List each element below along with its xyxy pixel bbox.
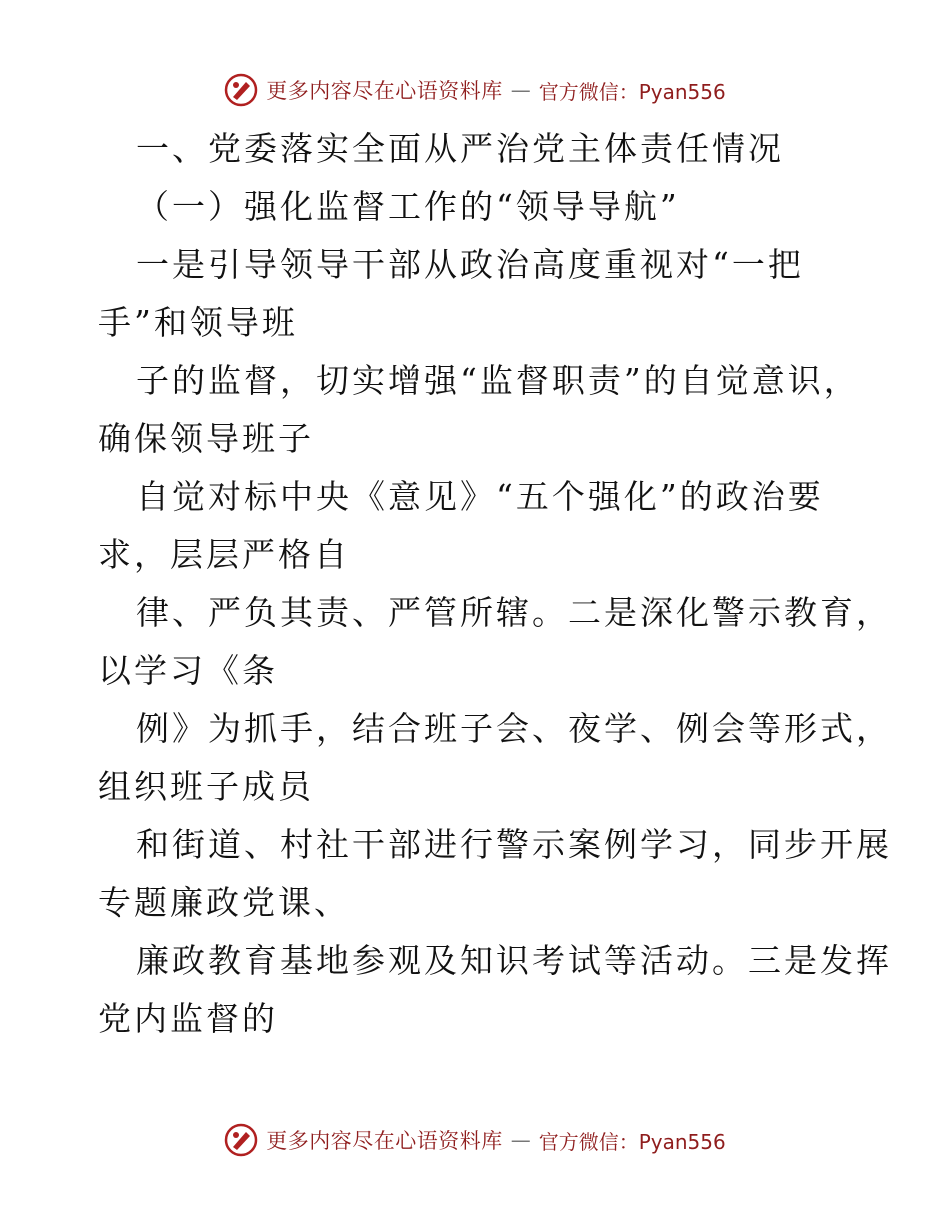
body-line: 以学习《条 bbox=[98, 651, 278, 690]
body-line: 求，层层严格自 bbox=[98, 535, 350, 574]
body-line: 例》为抓手，结合班子会、夜学、例会等形式， bbox=[136, 709, 892, 748]
brand-logo-icon bbox=[224, 73, 258, 107]
section-heading: 一、党委落实全面从严治党主体责任情况 bbox=[136, 129, 784, 168]
footer-watermark bbox=[0, 1118, 950, 1162]
body-line: 律、严负其责、严管所辖。二是深化警示教育， bbox=[136, 593, 892, 632]
body-line: 子的监督，切实增强“监督职责”的自觉意识， bbox=[136, 361, 860, 400]
body-line: 组织班子成员 bbox=[98, 767, 314, 806]
body-line: 确保领导班子 bbox=[98, 419, 314, 458]
body-line: 专题廉政党课、 bbox=[98, 883, 350, 922]
watermark-wechat: 官方微信：Pyan556 bbox=[538, 1129, 726, 1154]
watermark-wechat: 官方微信：Pyan556 bbox=[538, 79, 726, 104]
document-body bbox=[98, 120, 892, 1048]
subsection-heading: （一）强化监督工作的“领导导航” bbox=[136, 187, 680, 226]
body-line: 和街道、村社干部进行警示案例学习，同步开展 bbox=[136, 825, 892, 864]
watermark-brand: 更多内容尽在心语资料库 bbox=[266, 79, 503, 103]
watermark-dash: — bbox=[510, 1128, 531, 1152]
body-line: 党内监督的 bbox=[98, 999, 278, 1038]
watermark-dash: — bbox=[510, 78, 531, 102]
body-line: 手”和领导班 bbox=[98, 303, 298, 342]
body-line: 一是引导领导干部从政治高度重视对“一把 bbox=[136, 245, 804, 284]
brand-logo-icon bbox=[224, 1123, 258, 1157]
body-line: 廉政教育基地参观及知识考试等活动。三是发挥 bbox=[136, 941, 892, 980]
header-watermark bbox=[0, 68, 950, 112]
watermark-brand: 更多内容尽在心语资料库 bbox=[266, 1129, 503, 1153]
body-line: 自觉对标中央《意见》“五个强化”的政治要 bbox=[136, 477, 824, 516]
